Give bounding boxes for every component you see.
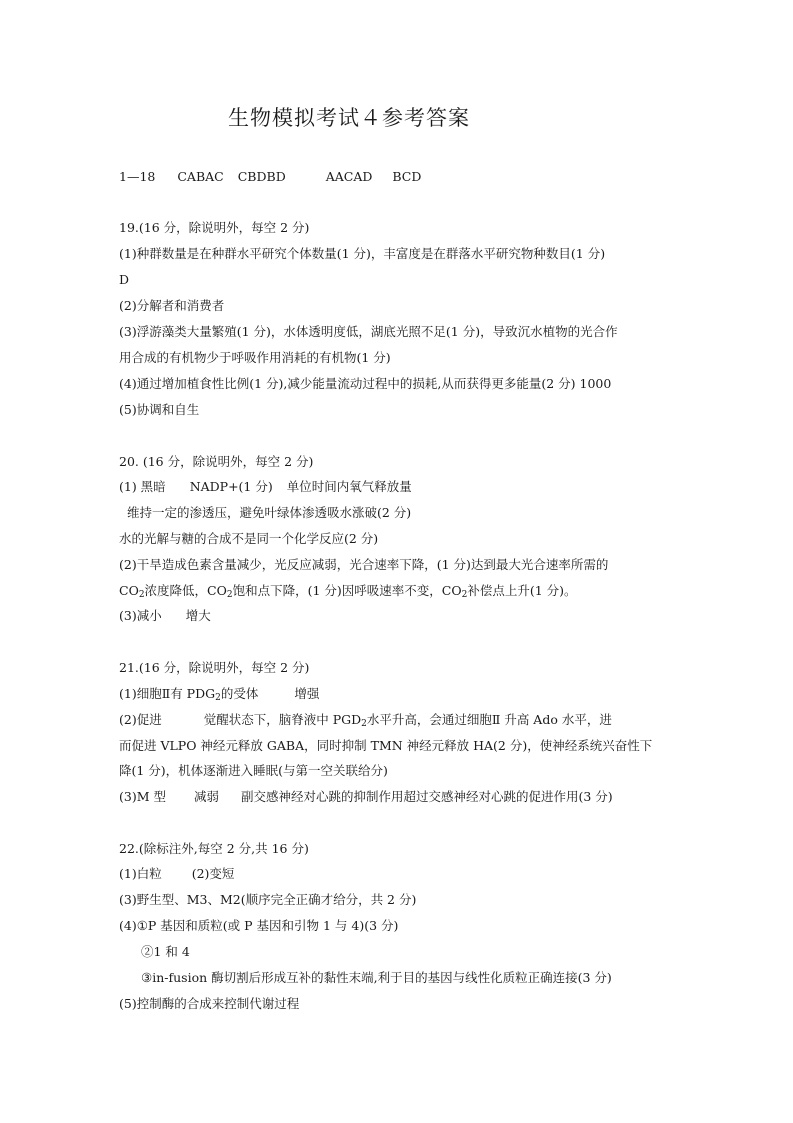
q19-line: 用合成的有机物少于呼吸作用消耗的有机物(1 分) xyxy=(119,350,391,365)
q21-line xyxy=(119,686,319,702)
q19-header: 19.(16 分，除说明外，每空 2 分) xyxy=(119,220,310,235)
q20-text: 补偿点上升(1 分)。 xyxy=(467,583,577,598)
mc-group-2: CBDBD xyxy=(237,169,286,184)
q19-line: (3)浮游藻类大量繁殖(1 分)，水体透明度低，湖底光照不足(1 分)，导致沉水植物的光合作 xyxy=(119,324,618,339)
q20-line xyxy=(119,608,211,624)
q19-line: (5)协调和自生 xyxy=(119,402,200,417)
q21-header: 21.(16 分，除说明外，每空 2 分) xyxy=(119,660,310,675)
subscript: 2 xyxy=(361,719,367,729)
q20-line xyxy=(119,583,577,599)
page-title: 生物模拟考试４参考答案 xyxy=(228,106,470,130)
q21-line: 降(1 分)，机体逐渐进入睡眠(与第一空关联给分) xyxy=(119,763,388,778)
q22-line: ③in-fusion 酶切割后形成互补的黏性末端,利于目的基因与线性化质粒正确连接(3 分) xyxy=(141,970,612,985)
q22-answer: (1)白粒 xyxy=(119,866,162,881)
subscript: 2 xyxy=(215,693,221,703)
q19-line: D xyxy=(119,272,130,287)
q20-line: 维持一定的渗透压，避免叶绿体渗透吸水涨破(2 分) xyxy=(127,505,412,520)
q20-text: 饱和点下降，(1 分)因呼吸速率不变，CO xyxy=(232,583,462,598)
subscript: 2 xyxy=(461,590,468,600)
q21-text: 水平升高，会通过细胞Ⅱ 升高 Ado 水平，进 xyxy=(366,712,612,727)
q20-line xyxy=(119,479,412,495)
mc-group-4: BCD xyxy=(392,169,422,184)
q21-text: (1)细胞Ⅱ有 PDG xyxy=(119,686,216,701)
q20-answer: NADP+(1 分) xyxy=(189,479,273,494)
q22-header: 22.(除标注外,每空 2 分,共 16 分) xyxy=(119,841,309,856)
q22-line: (4)①P 基因和质粒(或 P 基因和引物 1 与 4)(3 分) xyxy=(119,918,399,933)
subscript: 2 xyxy=(226,590,233,600)
co2-text: CO xyxy=(119,583,139,598)
q21-text: 觉醒状态下，脑脊液中 PGD xyxy=(203,712,362,727)
q22-line: ②1 和 4 xyxy=(141,944,190,959)
q21-answer: 增强 xyxy=(294,686,320,701)
q20-answer: (3)减小 xyxy=(119,608,162,623)
q19-line: (2)分解者和消费者 xyxy=(119,298,225,313)
q21-answer: 减弱 xyxy=(193,789,219,804)
q21-line xyxy=(119,712,612,728)
q21-answer: (3)M 型 xyxy=(119,789,166,804)
q19-line: (4)通过增加植食性比例(1 分),减少能量流动过程中的损耗,从而获得更多能量(2 分) 1000 xyxy=(119,376,612,391)
q21-text: 的受体 xyxy=(220,686,259,701)
q20-answer: (1) 黑暗 xyxy=(119,479,166,494)
mc-range: 1—18 xyxy=(119,169,156,184)
mc-group-1: CABAC xyxy=(177,169,224,184)
mc-group-3: AACAD xyxy=(325,169,373,184)
q21-line: 而促进 VLPO 神经元释放 GABA，同时抑制 TMN 神经元释放 HA(2 分)，使神经系统兴奋性下 xyxy=(119,738,653,753)
q22-line xyxy=(119,866,234,882)
q21-answer: 副交感神经对心跳的抑制作用超过交感神经对心跳的促进作用(3 分) xyxy=(241,789,613,804)
q20-answer: 单位时间内氧气释放量 xyxy=(286,479,412,494)
q22-line: (3)野生型、M3、M2(顺序完全正确才给分，共 2 分) xyxy=(119,892,417,907)
mc-answers xyxy=(119,169,421,185)
q20-answer: 增大 xyxy=(185,608,211,623)
q22-answer: (2)变短 xyxy=(191,866,235,881)
q20-line: (2)干旱造成色素含量减少，光反应减弱，光合速率下降，(1 分)达到最大光合速率所需的 xyxy=(119,557,609,572)
q20-line: 水的光解与糖的合成不是同一个化学反应(2 分) xyxy=(119,531,379,546)
q20-text: 浓度降低，CO xyxy=(144,583,227,598)
q21-answer: (2)促进 xyxy=(119,712,162,727)
q21-line xyxy=(119,789,613,805)
subscript: 2 xyxy=(138,590,145,600)
q22-line: (5)控制酶的合成来控制代谢过程 xyxy=(119,996,300,1011)
q19-line: (1)种群数量是在种群水平研究个体数量(1 分)，丰富度是在群落水平研究物种数目(1 分) xyxy=(119,246,606,261)
q20-header: 20. (16 分，除说明外，每空 2 分) xyxy=(119,454,314,469)
